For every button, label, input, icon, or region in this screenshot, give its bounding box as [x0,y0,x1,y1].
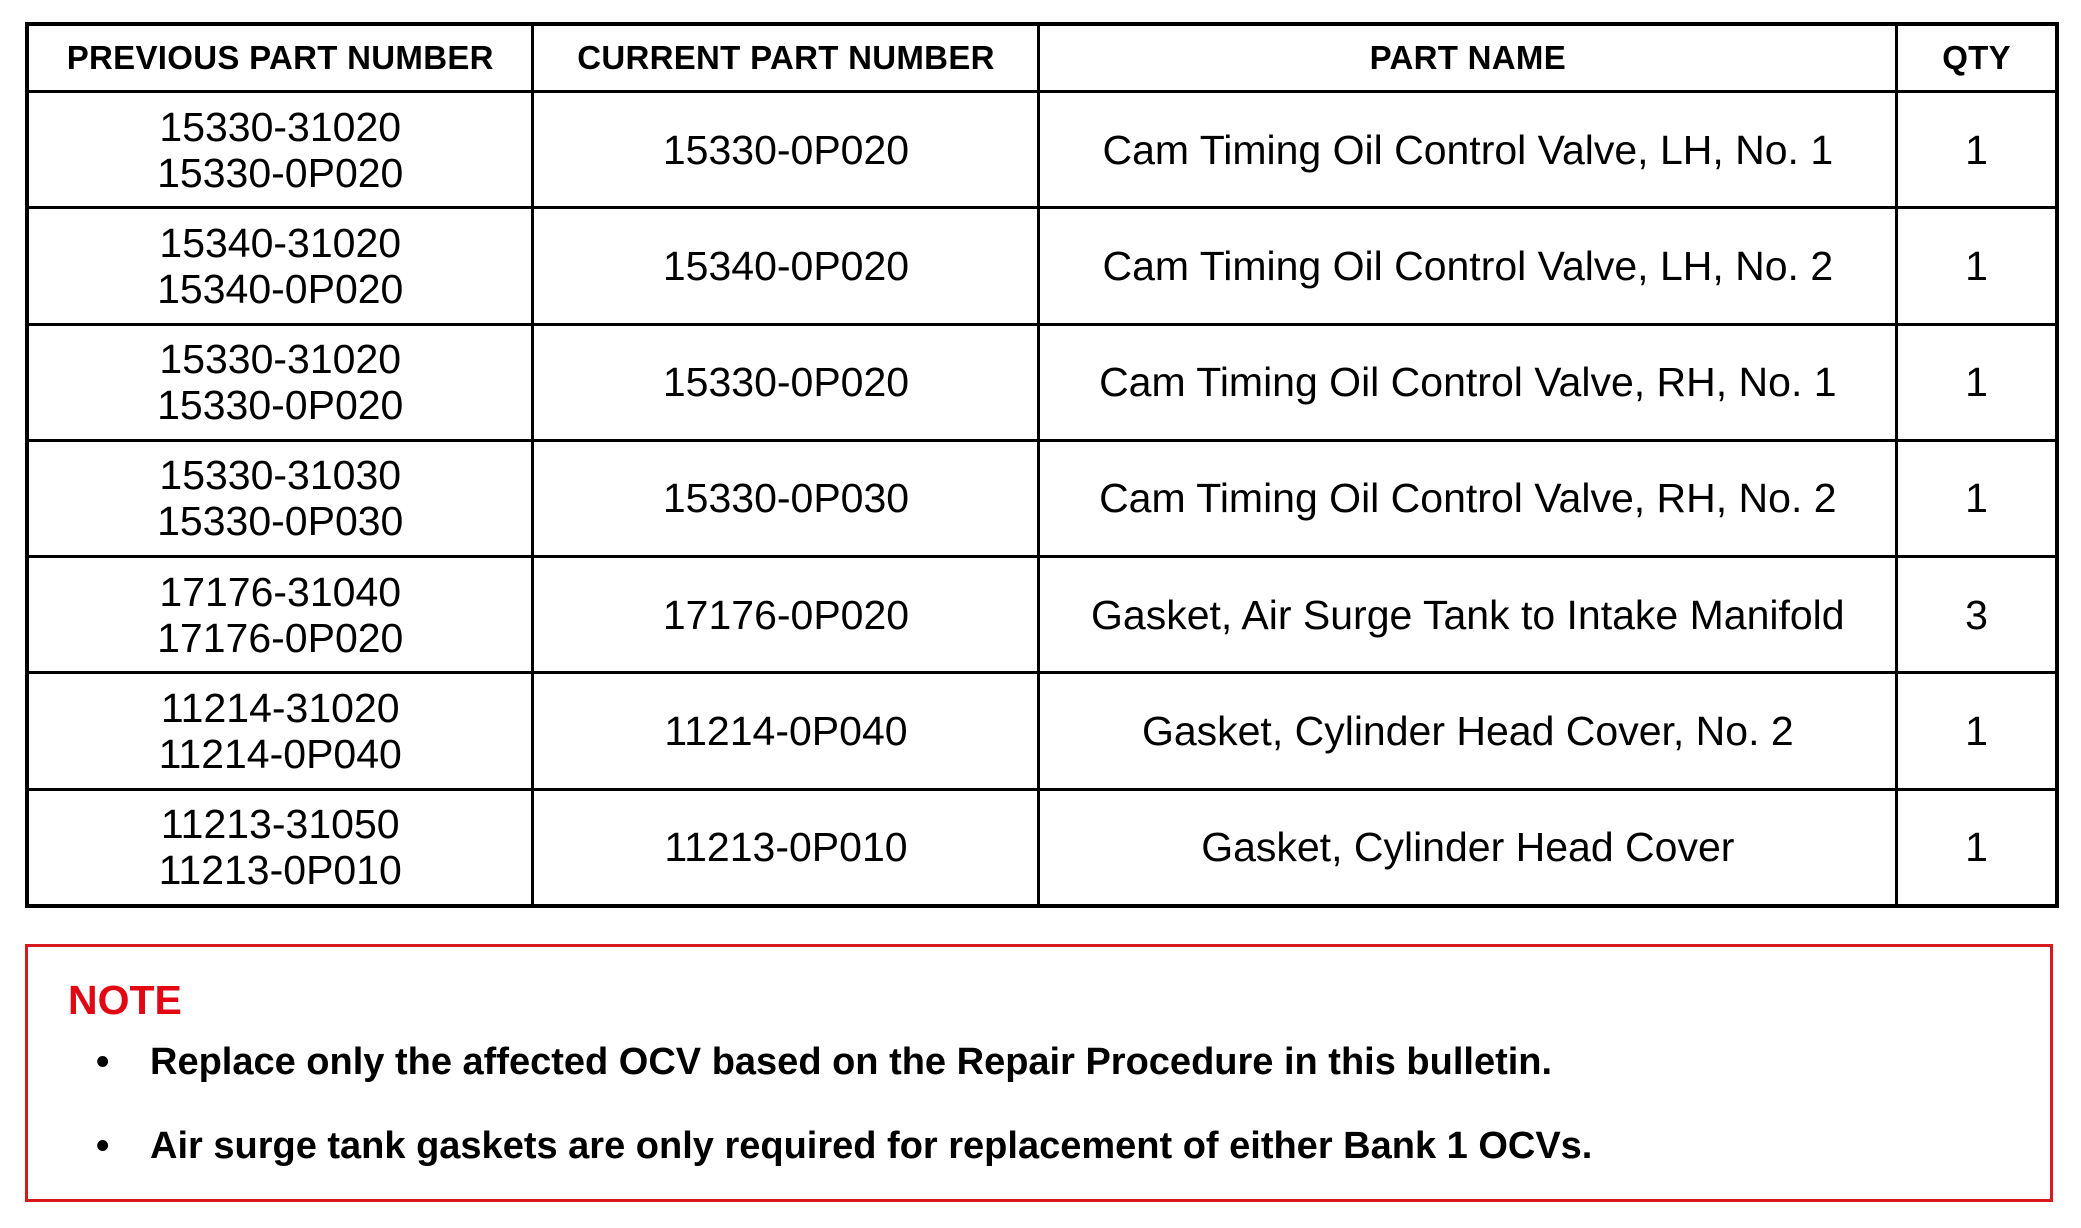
current-part-number: 17176-0P020 [533,557,1039,673]
previous-part-number: 15330-31020 [159,103,402,150]
current-part-number: 11214-0P040 [533,673,1039,789]
table-row [27,324,2057,440]
table-row [27,440,2057,556]
previous-part-number: 15330-0P030 [157,498,404,545]
part-name: Gasket, Cylinder Head Cover [1039,789,1897,906]
table-row [27,673,2057,789]
current-part-number: 15330-0P020 [533,92,1039,208]
previous-part-number: 11213-31050 [160,801,400,848]
previous-part-number: 11214-0P040 [158,731,402,778]
table-row [27,208,2057,324]
previous-part-number: 15330-0P020 [157,149,404,196]
previous-part-number: 17176-31040 [159,568,402,615]
header-previous-part-number: PREVIOUS PART NUMBER [27,24,533,92]
previous-part-number: 15330-0P020 [157,382,404,429]
quantity: 1 [1897,440,2057,556]
quantity: 1 [1897,673,2057,789]
table-header-row [27,24,2057,92]
bullet-icon: • [96,1125,110,1167]
table-row [27,557,2057,673]
previous-part-number-cell [27,673,533,789]
previous-part-number-cell [27,208,533,324]
quantity: 1 [1897,92,2057,208]
part-name: Gasket, Cylinder Head Cover, No. 2 [1039,673,1897,789]
previous-part-number: 15340-31020 [159,219,402,266]
quantity: 1 [1897,324,2057,440]
current-part-number: 15330-0P030 [533,440,1039,556]
previous-part-number: 11213-0P010 [158,847,402,894]
previous-part-number: 15330-31030 [159,452,402,499]
quantity: 1 [1897,208,2057,324]
previous-part-number-cell [27,557,533,673]
part-name: Cam Timing Oil Control Valve, LH, No. 2 [1039,208,1897,324]
current-part-number: 11213-0P010 [533,789,1039,906]
parts-table [25,22,2059,908]
part-name: Gasket, Air Surge Tank to Intake Manifold [1039,557,1897,673]
note-list-item [28,1039,1592,1085]
quantity: 3 [1897,557,2057,673]
note-text: Replace only the affected OCV based on the Repair Procedure in this bulletin. [150,1041,1553,1083]
table-row [27,92,2057,208]
table-row [27,789,2057,906]
previous-part-number-cell [27,324,533,440]
note-list [28,1039,1592,1169]
previous-part-number-cell [27,789,533,906]
part-name: Cam Timing Oil Control Valve, RH, No. 2 [1039,440,1897,556]
previous-part-number: 17176-0P020 [157,614,404,661]
note-list-item [28,1123,1592,1169]
note-title: NOTE [68,977,182,1023]
note-box [25,944,2053,1202]
current-part-number: 15330-0P020 [533,324,1039,440]
previous-part-number: 15330-31020 [159,336,402,383]
header-current-part-number: CURRENT PART NUMBER [533,24,1039,92]
previous-part-number-cell [27,440,533,556]
part-name: Cam Timing Oil Control Valve, RH, No. 1 [1039,324,1897,440]
header-part-name: PART NAME [1039,24,1897,92]
bullet-icon: • [96,1041,110,1083]
current-part-number: 15340-0P020 [533,208,1039,324]
previous-part-number: 11214-31020 [160,685,400,732]
previous-part-number-cell [27,92,533,208]
previous-part-number: 15340-0P020 [157,265,404,312]
quantity: 1 [1897,789,2057,906]
header-qty: QTY [1897,24,2057,92]
note-text: Air surge tank gaskets are only required for replacement of either Bank 1 OCVs. [150,1125,1593,1167]
part-name: Cam Timing Oil Control Valve, LH, No. 1 [1039,92,1897,208]
